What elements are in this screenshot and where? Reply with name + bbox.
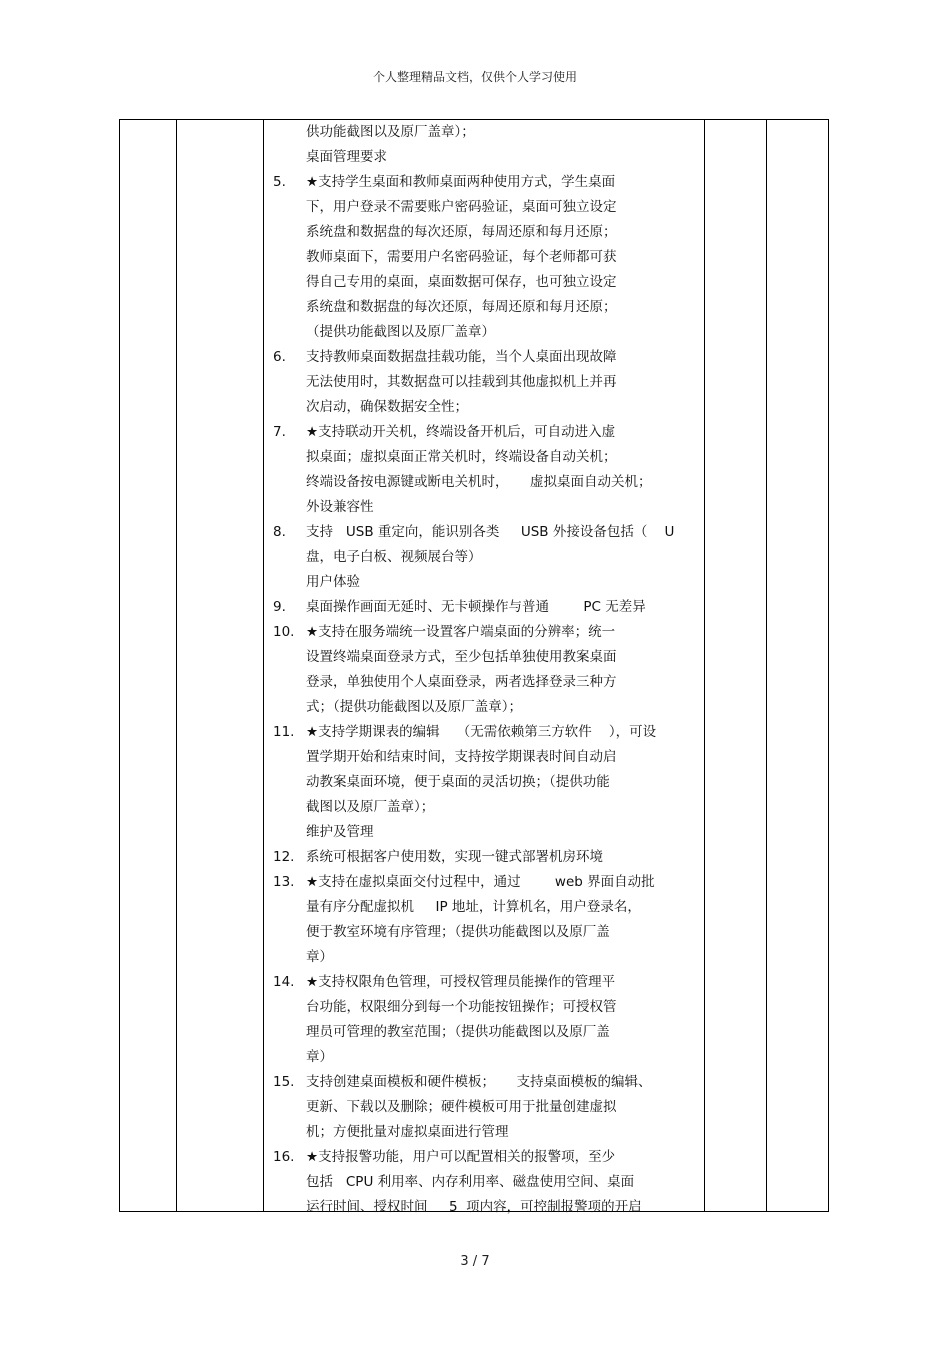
line-text: 维护及管理 [306, 824, 374, 840]
requirement-line [270, 495, 710, 520]
line-text: 系统盘和数据盘的每次还原，每周还原和每月还原； [306, 299, 617, 315]
line-text: 系统可根据客户使用数，实现一键式部署机房环境 [306, 849, 603, 865]
requirement-line [270, 420, 710, 445]
item-number: 6. [273, 349, 286, 365]
line-text: 章） [306, 1049, 333, 1065]
requirement-line [270, 945, 710, 970]
requirement-line [270, 145, 710, 170]
requirement-line [270, 1195, 710, 1220]
requirement-line [270, 620, 710, 645]
item-number: 13. [273, 874, 295, 890]
line-text: 设置终端桌面登录方式，至少包括单独使用教案桌面 [306, 649, 617, 665]
column-divider [176, 120, 177, 1211]
requirement-line [270, 245, 710, 270]
item-number: 15. [273, 1074, 295, 1090]
item-number: 7. [273, 424, 286, 440]
requirement-line [270, 195, 710, 220]
requirement-line [270, 695, 710, 720]
line-text: 桌面操作画面无延时、无卡顿操作与普通 PC 无差异 [306, 599, 646, 615]
line-text: 支持创建桌面模板和硬件模板； 支持桌面模板的编辑、 [306, 1074, 652, 1090]
line-text: 支持 USB 重定向，能识别各类 USB 外接设备包括（ U [306, 524, 675, 540]
line-text: 台功能，权限细分到每一个功能按钮操作；可授权管 [306, 999, 617, 1015]
requirement-line [270, 270, 710, 295]
line-text: 更新、下载以及删除；硬件模板可用于批量创建虚拟 [306, 1099, 617, 1115]
item-number: 14. [273, 974, 295, 990]
requirement-line [270, 970, 710, 995]
line-text: 机；方便批量对虚拟桌面进行管理 [306, 1124, 509, 1140]
line-text: 盘，电子白板、视频展台等） [306, 549, 482, 565]
requirement-line [270, 520, 710, 545]
requirement-line [270, 895, 710, 920]
item-number: 9. [273, 599, 286, 615]
line-text: ★支持联动开关机，终端设备开机后，可自动进入虚 [306, 424, 616, 440]
requirement-line [270, 570, 710, 595]
item-number: 5. [273, 174, 286, 190]
item-number: 12. [273, 849, 295, 865]
requirement-line [270, 295, 710, 320]
requirement-line [270, 720, 710, 745]
line-text: 式；（提供功能截图以及原厂盖章）； [306, 699, 522, 715]
item-number: 8. [273, 524, 286, 540]
line-text: 教师桌面下，需要用户名密码验证，每个老师都可获 [306, 249, 617, 265]
requirement-line [270, 445, 710, 470]
line-text: 登录，单独使用个人桌面登录，两者选择登录三种方 [306, 674, 617, 690]
requirement-line [270, 320, 710, 345]
item-number: 10. [273, 624, 295, 640]
line-text: 便于教室环境有序管理；（提供功能截图以及原厂盖 [306, 924, 610, 940]
requirement-line [270, 170, 710, 195]
line-text: 终端设备按电源键或断电关机时， 虚拟桌面自动关机； [306, 474, 652, 490]
line-text: ★支持学期课表的编辑 （无需依赖第三方软件 ），可设 [306, 724, 657, 740]
requirement-line [270, 370, 710, 395]
item-number: 16. [273, 1149, 295, 1165]
item-number: 11. [273, 724, 295, 740]
line-text: 运行时间、授权时间 5 项内容，可控制报警项的开启 [306, 1199, 642, 1215]
requirement-line [270, 545, 710, 570]
requirement-line [270, 1020, 710, 1045]
line-text: 置学期开始和结束时间，支持按学期课表时间自动启 [306, 749, 617, 765]
requirements-cell [270, 120, 710, 1220]
requirement-line [270, 795, 710, 820]
requirement-line [270, 345, 710, 370]
line-text: 无法使用时，其数据盘可以挂载到其他虚拟机上并再 [306, 374, 617, 390]
requirement-line [270, 745, 710, 770]
line-text: 量有序分配虚拟机 IP 地址，计算机名，用户登录名， [306, 899, 641, 915]
line-text: 动教案桌面环境，便于桌面的灵活切换；（提供功能 [306, 774, 610, 790]
line-text: ★支持在虚拟桌面交付过程中，通过 web 界面自动批 [306, 874, 655, 890]
requirement-line [270, 770, 710, 795]
page-number: 3 / 7 [460, 1254, 490, 1269]
requirement-line [270, 1045, 710, 1070]
requirement-line [270, 845, 710, 870]
line-text: 章） [306, 949, 333, 965]
requirement-line [270, 920, 710, 945]
line-text: 得自己专用的桌面，桌面数据可保存，也可独立设定 [306, 274, 617, 290]
line-text: 拟桌面；虚拟桌面正常关机时，终端设备自动关机； [306, 449, 617, 465]
requirement-line [270, 645, 710, 670]
requirement-line [270, 1145, 710, 1170]
column-divider [766, 120, 767, 1211]
requirement-line [270, 220, 710, 245]
line-text: 包括 CPU 利用率、内存利用率、磁盘使用空间、桌面 [306, 1174, 635, 1190]
spec-table [119, 119, 829, 1215]
requirement-line [270, 670, 710, 695]
line-text: ★支持在服务端统一设置客户端桌面的分辨率；统一 [306, 624, 616, 640]
line-text: 次启动，确保数据安全性； [306, 399, 468, 415]
requirement-line [270, 595, 710, 620]
requirement-line [270, 995, 710, 1020]
line-text: 下，用户登录不需要账户密码验证，桌面可独立设定 [306, 199, 617, 215]
line-text: 用户体验 [306, 574, 360, 590]
line-text: ★支持权限角色管理，可授权管理员能操作的管理平 [306, 974, 616, 990]
requirement-line [270, 820, 710, 845]
line-text: 桌面管理要求 [306, 149, 387, 165]
requirement-line [270, 1120, 710, 1145]
line-text: 系统盘和数据盘的每次还原，每周还原和每月还原； [306, 224, 617, 240]
column-divider [263, 120, 264, 1211]
requirement-line [270, 470, 710, 495]
line-text: 外设兼容性 [306, 499, 374, 515]
requirement-line [270, 870, 710, 895]
requirement-line [270, 1095, 710, 1120]
requirement-line [270, 395, 710, 420]
requirement-line [270, 1170, 710, 1195]
line-text: 截图以及原厂盖章）； [306, 799, 435, 815]
line-text: 支持教师桌面数据盘挂载功能，当个人桌面出现故障 [306, 349, 617, 365]
line-text: ★支持报警功能，用户可以配置相关的报警项，至少 [306, 1149, 616, 1165]
page-header: 个人整理精品文档，仅供个人学习使用 [372, 70, 577, 84]
line-text: 供功能截图以及原厂盖章）； [306, 124, 475, 140]
requirement-line [270, 1070, 710, 1095]
line-text: 理员可管理的教室范围；（提供功能截图以及原厂盖 [306, 1024, 610, 1040]
line-text: （提供功能截图以及原厂盖章） [306, 324, 495, 340]
line-text: ★支持学生桌面和教师桌面两种使用方式，学生桌面 [306, 174, 616, 190]
requirement-line [270, 120, 710, 145]
